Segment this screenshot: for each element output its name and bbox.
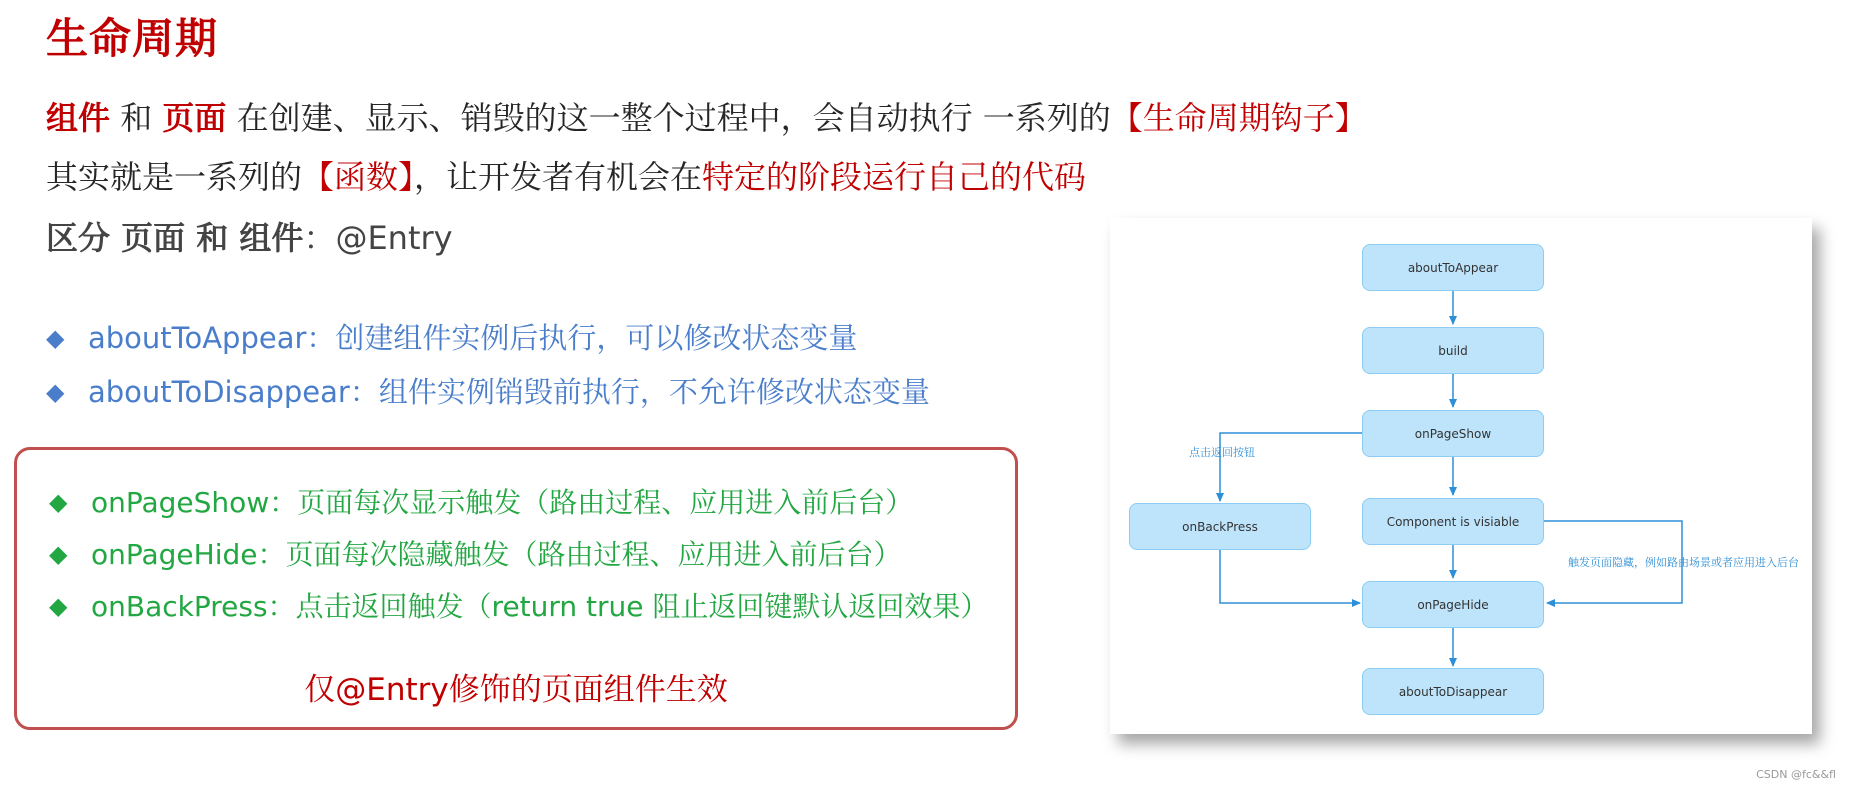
entry-only-note: 仅@Entry修饰的页面组件生效 <box>304 672 728 708</box>
intro-line-2 <box>46 152 1086 198</box>
intro-line-1 <box>46 93 1367 139</box>
diamond-bullet-icon: ◆ <box>49 592 68 620</box>
list-item <box>49 586 988 638</box>
list-item <box>46 318 930 372</box>
list-item <box>49 482 988 534</box>
watermark: CSDN @fc&&fl <box>1756 768 1836 781</box>
page-hooks-list <box>49 482 988 638</box>
hook-text: onPageShow：页面每次显示触发（路由过程、应用进入前后台） <box>91 486 914 519</box>
diamond-bullet-icon: ◆ <box>49 488 68 516</box>
diamond-bullet-icon: ◆ <box>46 324 65 352</box>
intro-middle-text: 在创建、显示、销毁的这一整个过程中，会自动执行 一系列的 <box>226 99 1111 137</box>
distinguish-label: 区分 页面 和 组件 <box>46 219 304 257</box>
node-about-to-appear: aboutToAppear <box>1362 244 1544 291</box>
hook-text: onBackPress：点击返回触发（return true 阻止返回键默认返回效果） <box>91 590 989 623</box>
component-hooks-list <box>46 318 930 426</box>
label-click-back: 点击返回按钮 <box>1189 446 1255 459</box>
node-about-to-disappear: aboutToDisappear <box>1362 668 1544 715</box>
node-on-page-hide: onPageHide <box>1362 581 1544 628</box>
and-text: 和 <box>110 99 163 137</box>
functions-prefix: 其实就是一系列的 <box>46 158 303 196</box>
arrow-backpress-to-hide <box>1220 549 1360 603</box>
list-item <box>49 534 988 586</box>
lifecycle-diagram <box>1110 218 1812 734</box>
hook-text: onPageHide：页面每次隐藏触发（路由过程、应用进入前后台） <box>91 538 902 571</box>
specific-stage-highlight: 特定的阶段运行自己的代码 <box>702 158 1087 196</box>
hook-text: aboutToDisappear：组件实例销毁前执行，不允许修改状态变量 <box>88 375 930 409</box>
label-trigger-hide: 触发页面隐藏，例如路由场景或者应用进入后台 <box>1568 556 1799 569</box>
component-keyword: 组件 <box>46 99 111 137</box>
lifecycle-hooks-keyword: 【生命周期钩子】 <box>1110 99 1367 137</box>
entry-decorator-text: ：@Entry <box>303 219 453 257</box>
page-hooks-box <box>14 447 1018 730</box>
node-build: build <box>1362 327 1544 374</box>
intro-line-3 <box>46 213 453 259</box>
page-title: 生命周期 <box>46 14 219 63</box>
page-keyword: 页面 <box>162 99 227 137</box>
hook-text: aboutToAppear：创建组件实例后执行，可以修改状态变量 <box>88 321 858 355</box>
node-on-page-show: onPageShow <box>1362 410 1544 457</box>
diamond-bullet-icon: ◆ <box>49 540 68 568</box>
diamond-bullet-icon: ◆ <box>46 378 65 406</box>
list-item <box>46 372 930 426</box>
functions-keyword: 【函数】 <box>302 158 415 196</box>
diagram-connectors <box>1110 218 1812 734</box>
functions-middle: ，让开发者有机会在 <box>414 158 703 196</box>
node-on-back-press: onBackPress <box>1129 503 1311 550</box>
node-component-visible: Component is visiable <box>1362 498 1544 545</box>
